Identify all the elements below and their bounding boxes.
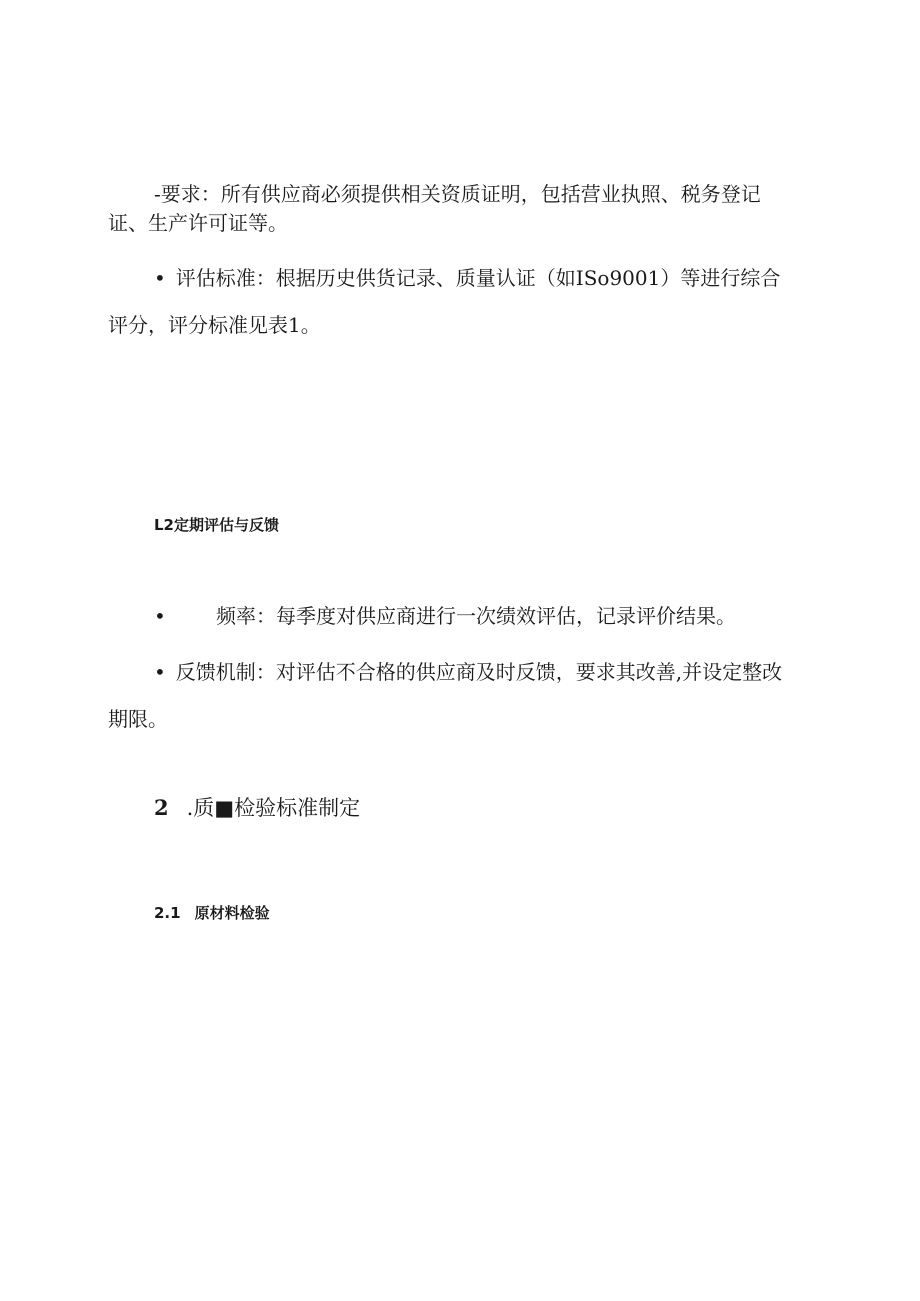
requirement-label: -要求： (154, 182, 221, 206)
requirement-text: 所有供应商必须提供相关资质证明，包括营业执照、税务登记证、生产许可证等。 (108, 182, 761, 235)
section-2-title: .质■检验标准制定 (186, 796, 361, 820)
bullet: • (154, 660, 166, 684)
frequency-label: 频率： (216, 604, 276, 628)
requirement-paragraph (108, 180, 798, 238)
bullet: • (154, 604, 166, 628)
section-1-2-heading: L2定期评估与反馈 (154, 516, 279, 534)
feedback-paragraph (108, 649, 798, 743)
frequency-line (154, 602, 736, 631)
section-2-1-title: 原材料检验 (194, 904, 270, 922)
section-2-1-number: 2.1 (154, 904, 181, 922)
feedback-text: 对评估不合格的供应商及时反馈，要求其改善,并设定整改期限。 (108, 660, 783, 731)
section-2-number: 2 (154, 795, 169, 820)
bullet: • (154, 266, 166, 290)
evaluation-criteria-text: 根据历史供货记录、质量认证（如ISo9001）等进行综合评分，评分标准见表1。 (108, 266, 781, 337)
frequency-text: 每季度对供应商进行一次绩效评估，记录评价结果。 (276, 604, 736, 628)
evaluation-criteria-label: 评估标准： (175, 266, 276, 290)
evaluation-criteria-paragraph (108, 255, 798, 349)
feedback-label: 反馈机制： (175, 660, 276, 684)
section-2-heading (154, 794, 360, 822)
section-2-1-heading (154, 903, 270, 923)
